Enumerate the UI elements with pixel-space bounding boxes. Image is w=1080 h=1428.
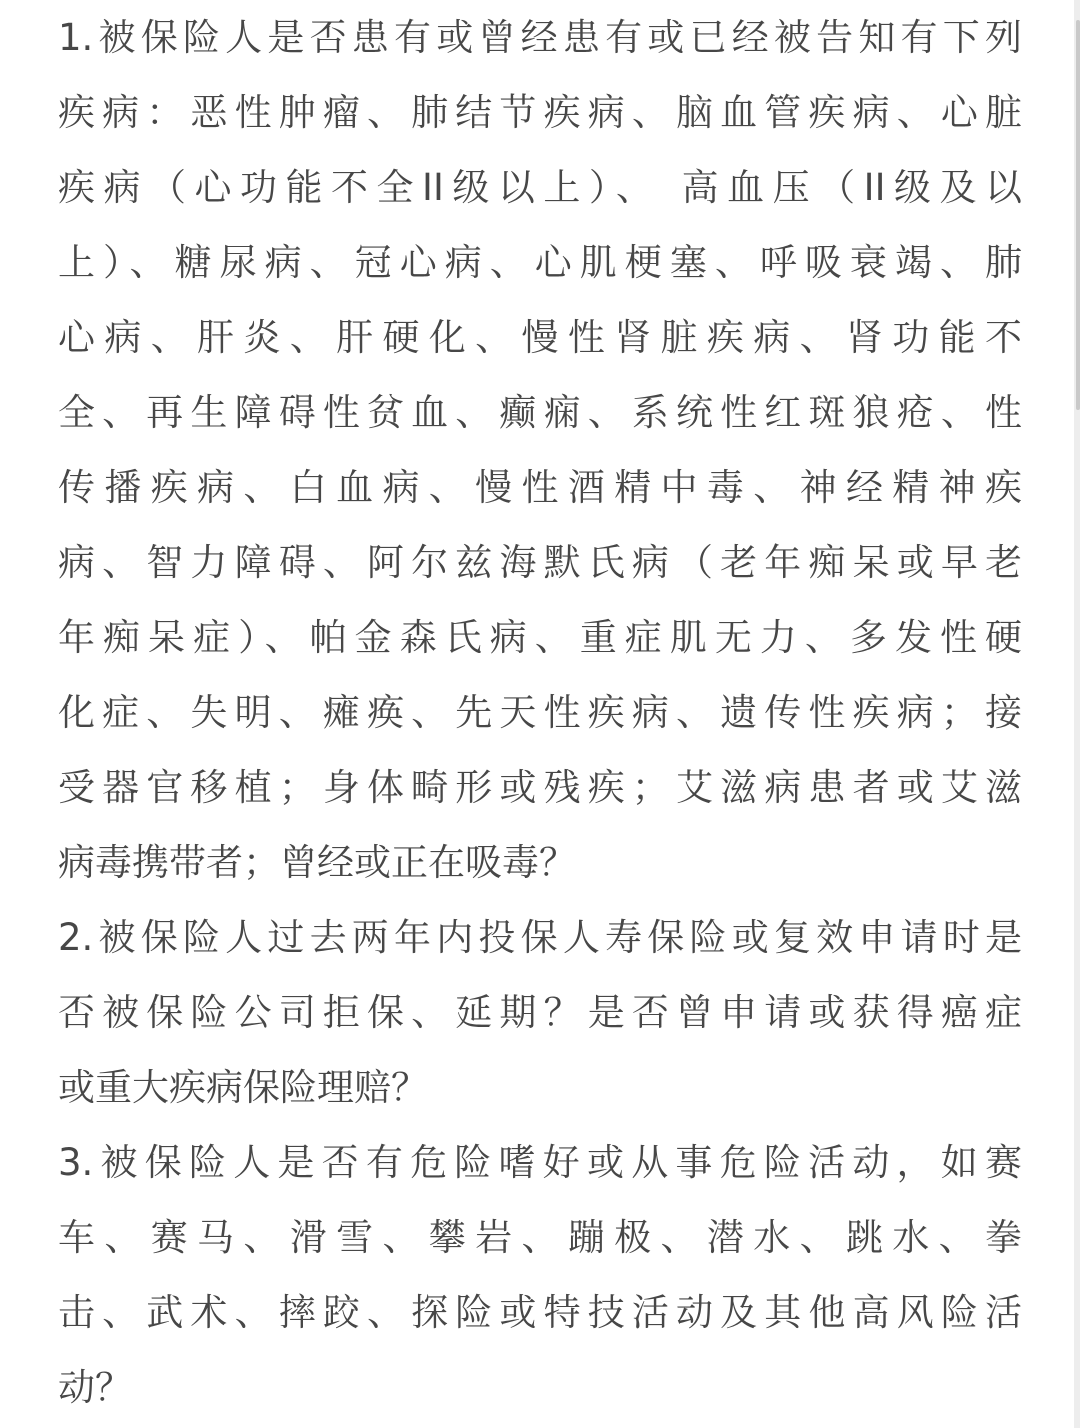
question-2 — [58, 900, 1022, 1125]
questions-content — [58, 0, 1022, 1425]
question-3-line-1: 3.被保险人是否有危险嗜好或从事危险活动，如赛 — [58, 1141, 1022, 1184]
question-1-line-2: 疾病：恶性肿瘤、肺结节疾病、脑血管疾病、心脏 — [58, 91, 1022, 134]
question-1-line-5: 心病、肝炎、肝硬化、慢性肾脏疾病、肾功能不 — [58, 316, 1022, 359]
scrollbar-track[interactable] — [1074, 0, 1080, 1428]
question-1-line-8: 病、智力障碍、阿尔兹海默氏病（老年痴呆或早老 — [58, 541, 1022, 584]
question-1-line-12: 病毒携带者；曾经或正在吸毒？ — [58, 841, 576, 884]
question-2-line-2: 否被保险公司拒保、延期？是否曾申请或获得癌症 — [58, 991, 1022, 1034]
question-2-line-1: 2.被保险人过去两年内投保人寿保险或复效申请时是 — [58, 916, 1022, 959]
question-3-line-3: 击、武术、摔跤、探险或特技活动及其他高风险活 — [58, 1291, 1022, 1334]
question-1-line-1: 1.被保险人是否患有或曾经患有或已经被告知有下列 — [58, 16, 1022, 59]
scrollbar-thumb[interactable] — [1076, 20, 1080, 410]
question-1-line-7: 传播疾病、白血病、慢性酒精中毒、神经精神疾 — [58, 466, 1022, 509]
question-1 — [58, 0, 1022, 900]
question-3 — [58, 1125, 1022, 1425]
question-1-line-9: 年痴呆症）、帕金森氏病、重症肌无力、多发性硬 — [58, 616, 1022, 659]
question-1-line-6: 全、再生障碍性贫血、癫痫、系统性红斑狼疮、性 — [58, 391, 1022, 434]
question-3-line-4: 动？ — [58, 1366, 132, 1409]
question-1-line-4: 上）、糖尿病、冠心病、心肌梗塞、呼吸衰竭、肺 — [58, 241, 1022, 284]
question-3-line-2: 车、赛马、滑雪、攀岩、蹦极、潜水、跳水、拳 — [58, 1216, 1022, 1259]
question-2-line-3: 或重大疾病保险理赔？ — [58, 1066, 428, 1109]
question-1-line-3: 疾病（心功能不全II级以上）、 高血压（II级及以 — [58, 166, 1022, 209]
question-1-line-10: 化症、失明、瘫痪、先天性疾病、遗传性疾病；接 — [58, 691, 1022, 734]
question-1-line-11: 受器官移植；身体畸形或残疾；艾滋病患者或艾滋 — [58, 766, 1022, 809]
